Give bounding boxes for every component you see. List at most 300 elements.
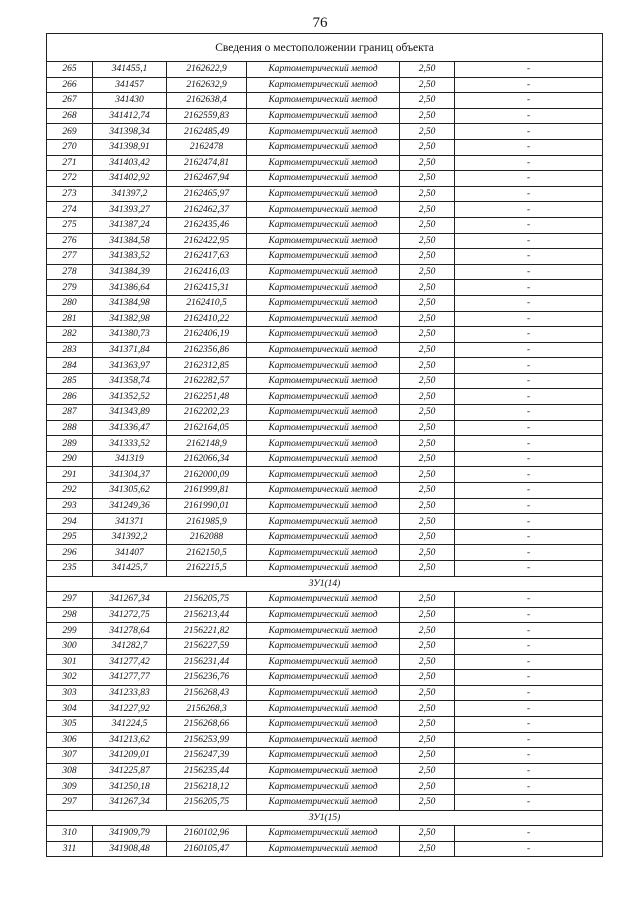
point-number-cell: 283 — [47, 342, 93, 358]
y-coordinate-cell: 2161990,01 — [167, 498, 247, 514]
table-row — [47, 124, 603, 140]
description-cell: - — [455, 514, 603, 530]
x-coordinate-cell: 341398,34 — [93, 124, 167, 140]
accuracy-cell: 2,50 — [400, 545, 455, 561]
method-cell: Картометрический метод — [247, 763, 400, 779]
y-coordinate-cell: 2162416,03 — [167, 264, 247, 280]
y-coordinate-cell: 2162467,94 — [167, 171, 247, 187]
y-coordinate-cell: 2162215,5 — [167, 561, 247, 577]
point-number-cell: 278 — [47, 264, 93, 280]
y-coordinate-cell: 2156236,76 — [167, 670, 247, 686]
x-coordinate-cell: 341909,79 — [93, 826, 167, 842]
description-cell: - — [455, 529, 603, 545]
y-coordinate-cell: 2156268,43 — [167, 685, 247, 701]
table-row — [47, 779, 603, 795]
accuracy-cell: 2,50 — [400, 280, 455, 296]
point-number-cell: 297 — [47, 592, 93, 608]
x-coordinate-cell: 341352,52 — [93, 389, 167, 405]
method-cell: Картометрический метод — [247, 186, 400, 202]
accuracy-cell: 2,50 — [400, 373, 455, 389]
x-coordinate-cell: 341333,52 — [93, 436, 167, 452]
accuracy-cell: 2,50 — [400, 358, 455, 374]
table-row — [47, 716, 603, 732]
table-row — [47, 670, 603, 686]
description-cell: - — [455, 623, 603, 639]
x-coordinate-cell: 341457 — [93, 77, 167, 93]
description-cell: - — [455, 467, 603, 483]
table-row — [47, 62, 603, 78]
accuracy-cell: 2,50 — [400, 763, 455, 779]
description-cell: - — [455, 264, 603, 280]
accuracy-cell: 2,50 — [400, 233, 455, 249]
accuracy-cell: 2,50 — [400, 623, 455, 639]
point-number-cell: 306 — [47, 732, 93, 748]
description-cell: - — [455, 233, 603, 249]
table-row — [47, 451, 603, 467]
y-coordinate-cell: 2162485,49 — [167, 124, 247, 140]
y-coordinate-cell: 2160105,47 — [167, 841, 247, 857]
x-coordinate-cell: 341343,89 — [93, 405, 167, 421]
description-cell: - — [455, 249, 603, 265]
method-cell: Картометрический метод — [247, 77, 400, 93]
accuracy-cell: 2,50 — [400, 155, 455, 171]
accuracy-cell: 2,50 — [400, 171, 455, 187]
x-coordinate-cell: 341403,42 — [93, 155, 167, 171]
x-coordinate-cell: 341382,98 — [93, 311, 167, 327]
boundary-coordinates-table — [46, 33, 603, 857]
x-coordinate-cell: 341430 — [93, 93, 167, 109]
point-number-cell: 284 — [47, 358, 93, 374]
description-cell: - — [455, 685, 603, 701]
description-cell: - — [455, 607, 603, 623]
point-number-cell: 302 — [47, 670, 93, 686]
description-cell: - — [455, 280, 603, 296]
point-number-cell: 235 — [47, 561, 93, 577]
description-cell: - — [455, 139, 603, 155]
description-cell: - — [455, 405, 603, 421]
section-header-row — [47, 576, 603, 592]
y-coordinate-cell: 2162406,19 — [167, 327, 247, 343]
method-cell: Картометрический метод — [247, 623, 400, 639]
method-cell: Картометрический метод — [247, 607, 400, 623]
description-cell: - — [455, 202, 603, 218]
table-row — [47, 311, 603, 327]
x-coordinate-cell: 341455,1 — [93, 62, 167, 78]
y-coordinate-cell: 2160102,96 — [167, 826, 247, 842]
method-cell: Картометрический метод — [247, 389, 400, 405]
method-cell: Картометрический метод — [247, 514, 400, 530]
description-cell: - — [455, 794, 603, 810]
point-number-cell: 289 — [47, 436, 93, 452]
point-number-cell: 272 — [47, 171, 93, 187]
method-cell: Картометрический метод — [247, 264, 400, 280]
point-number-cell: 268 — [47, 108, 93, 124]
description-cell: - — [455, 732, 603, 748]
description-cell: - — [455, 389, 603, 405]
table-row — [47, 701, 603, 717]
description-cell: - — [455, 716, 603, 732]
table-row — [47, 249, 603, 265]
accuracy-cell: 2,50 — [400, 732, 455, 748]
description-cell: - — [455, 77, 603, 93]
accuracy-cell: 2,50 — [400, 654, 455, 670]
description-cell: - — [455, 670, 603, 686]
method-cell: Картометрический метод — [247, 654, 400, 670]
point-number-cell: 274 — [47, 202, 93, 218]
description-cell: - — [455, 638, 603, 654]
point-number-cell: 286 — [47, 389, 93, 405]
description-cell: - — [455, 217, 603, 233]
method-cell: Картометрический метод — [247, 529, 400, 545]
table-row — [47, 826, 603, 842]
y-coordinate-cell: 2162478 — [167, 139, 247, 155]
point-number-cell: 269 — [47, 124, 93, 140]
point-number-cell: 303 — [47, 685, 93, 701]
table-row — [47, 685, 603, 701]
point-number-cell: 298 — [47, 607, 93, 623]
point-number-cell: 277 — [47, 249, 93, 265]
accuracy-cell: 2,50 — [400, 748, 455, 764]
y-coordinate-cell: 2156213,44 — [167, 607, 247, 623]
y-coordinate-cell: 2156205,75 — [167, 794, 247, 810]
x-coordinate-cell: 341213,62 — [93, 732, 167, 748]
y-coordinate-cell: 2156227,59 — [167, 638, 247, 654]
accuracy-cell: 2,50 — [400, 249, 455, 265]
description-cell: - — [455, 436, 603, 452]
y-coordinate-cell: 2162164,05 — [167, 420, 247, 436]
x-coordinate-cell: 341380,73 — [93, 327, 167, 343]
table-row — [47, 171, 603, 187]
method-cell: Картометрический метод — [247, 420, 400, 436]
table-row — [47, 264, 603, 280]
description-cell: - — [455, 373, 603, 389]
x-coordinate-cell: 341267,34 — [93, 592, 167, 608]
x-coordinate-cell: 341425,7 — [93, 561, 167, 577]
table-row — [47, 748, 603, 764]
table-row — [47, 389, 603, 405]
method-cell: Картометрический метод — [247, 483, 400, 499]
table-row — [47, 638, 603, 654]
point-number-cell: 265 — [47, 62, 93, 78]
method-cell: Картометрический метод — [247, 217, 400, 233]
accuracy-cell: 2,50 — [400, 327, 455, 343]
table-row — [47, 763, 603, 779]
table-row — [47, 841, 603, 857]
table-row — [47, 467, 603, 483]
method-cell: Картометрический метод — [247, 202, 400, 218]
x-coordinate-cell: 341224,5 — [93, 716, 167, 732]
y-coordinate-cell: 2162415,31 — [167, 280, 247, 296]
method-cell: Картометрический метод — [247, 249, 400, 265]
table-row — [47, 280, 603, 296]
point-number-cell: 271 — [47, 155, 93, 171]
table-row — [47, 108, 603, 124]
point-number-cell: 276 — [47, 233, 93, 249]
y-coordinate-cell: 2162622,9 — [167, 62, 247, 78]
method-cell: Картометрический метод — [247, 685, 400, 701]
point-number-cell: 290 — [47, 451, 93, 467]
x-coordinate-cell: 341383,52 — [93, 249, 167, 265]
point-number-cell: 281 — [47, 311, 93, 327]
y-coordinate-cell: 2156231,44 — [167, 654, 247, 670]
table-row — [47, 545, 603, 561]
point-number-cell: 304 — [47, 701, 93, 717]
accuracy-cell: 2,50 — [400, 264, 455, 280]
method-cell: Картометрический метод — [247, 716, 400, 732]
accuracy-cell: 2,50 — [400, 592, 455, 608]
point-number-cell: 299 — [47, 623, 93, 639]
x-coordinate-cell: 341384,58 — [93, 233, 167, 249]
y-coordinate-cell: 2162462,37 — [167, 202, 247, 218]
description-cell: - — [455, 124, 603, 140]
accuracy-cell: 2,50 — [400, 701, 455, 717]
description-cell: - — [455, 779, 603, 795]
x-coordinate-cell: 341209,01 — [93, 748, 167, 764]
accuracy-cell: 2,50 — [400, 389, 455, 405]
table-row — [47, 498, 603, 514]
x-coordinate-cell: 341277,77 — [93, 670, 167, 686]
method-cell: Картометрический метод — [247, 124, 400, 140]
method-cell: Картометрический метод — [247, 358, 400, 374]
accuracy-cell: 2,50 — [400, 607, 455, 623]
description-cell: - — [455, 561, 603, 577]
description-cell: - — [455, 545, 603, 561]
accuracy-cell: 2,50 — [400, 124, 455, 140]
accuracy-cell: 2,50 — [400, 685, 455, 701]
x-coordinate-cell: 341336,47 — [93, 420, 167, 436]
x-coordinate-cell: 341387,24 — [93, 217, 167, 233]
point-number-cell: 305 — [47, 716, 93, 732]
x-coordinate-cell: 341363,97 — [93, 358, 167, 374]
y-coordinate-cell: 2162465,97 — [167, 186, 247, 202]
method-cell: Картометрический метод — [247, 451, 400, 467]
method-cell: Картометрический метод — [247, 732, 400, 748]
y-coordinate-cell: 2162422,95 — [167, 233, 247, 249]
accuracy-cell: 2,50 — [400, 420, 455, 436]
x-coordinate-cell: 341393,27 — [93, 202, 167, 218]
x-coordinate-cell: 341277,42 — [93, 654, 167, 670]
y-coordinate-cell: 2156253,99 — [167, 732, 247, 748]
point-number-cell: 287 — [47, 405, 93, 421]
y-coordinate-cell: 2156221,82 — [167, 623, 247, 639]
accuracy-cell: 2,50 — [400, 467, 455, 483]
y-coordinate-cell: 2162435,46 — [167, 217, 247, 233]
accuracy-cell: 2,50 — [400, 342, 455, 358]
x-coordinate-cell: 341272,75 — [93, 607, 167, 623]
method-cell: Картометрический метод — [247, 108, 400, 124]
method-cell: Картометрический метод — [247, 638, 400, 654]
table-row — [47, 654, 603, 670]
y-coordinate-cell: 2156218,12 — [167, 779, 247, 795]
table-row — [47, 373, 603, 389]
table-row — [47, 607, 603, 623]
accuracy-cell: 2,50 — [400, 93, 455, 109]
description-cell: - — [455, 841, 603, 857]
x-coordinate-cell: 341371 — [93, 514, 167, 530]
method-cell: Картометрический метод — [247, 233, 400, 249]
description-cell: - — [455, 451, 603, 467]
x-coordinate-cell: 341250,18 — [93, 779, 167, 795]
method-cell: Картометрический метод — [247, 62, 400, 78]
y-coordinate-cell: 2162150,5 — [167, 545, 247, 561]
table-row — [47, 186, 603, 202]
y-coordinate-cell: 2162312,85 — [167, 358, 247, 374]
point-number-cell: 280 — [47, 295, 93, 311]
accuracy-cell: 2,50 — [400, 498, 455, 514]
point-number-cell: 275 — [47, 217, 93, 233]
table-row — [47, 405, 603, 421]
description-cell: - — [455, 826, 603, 842]
x-coordinate-cell: 341402,92 — [93, 171, 167, 187]
accuracy-cell: 2,50 — [400, 638, 455, 654]
table-row — [47, 77, 603, 93]
point-number-cell: 295 — [47, 529, 93, 545]
method-cell: Картометрический метод — [247, 295, 400, 311]
point-number-cell: 279 — [47, 280, 93, 296]
table-row — [47, 202, 603, 218]
method-cell: Картометрический метод — [247, 327, 400, 343]
table-row — [47, 794, 603, 810]
table-row — [47, 93, 603, 109]
method-cell: Картометрический метод — [247, 342, 400, 358]
accuracy-cell: 2,50 — [400, 779, 455, 795]
method-cell: Картометрический метод — [247, 155, 400, 171]
accuracy-cell: 2,50 — [400, 436, 455, 452]
point-number-cell: 307 — [47, 748, 93, 764]
accuracy-cell: 2,50 — [400, 514, 455, 530]
section-header-row — [47, 810, 603, 826]
y-coordinate-cell: 2162066,34 — [167, 451, 247, 467]
method-cell: Картометрический метод — [247, 436, 400, 452]
x-coordinate-cell: 341908,48 — [93, 841, 167, 857]
y-coordinate-cell: 2161999,81 — [167, 483, 247, 499]
y-coordinate-cell: 2162356,86 — [167, 342, 247, 358]
method-cell: Картометрический метод — [247, 405, 400, 421]
point-number-cell: 267 — [47, 93, 93, 109]
table-row — [47, 529, 603, 545]
point-number-cell: 270 — [47, 139, 93, 155]
y-coordinate-cell: 2156205,75 — [167, 592, 247, 608]
y-coordinate-cell: 2162474,81 — [167, 155, 247, 171]
x-coordinate-cell: 341412,74 — [93, 108, 167, 124]
description-cell: - — [455, 155, 603, 171]
x-coordinate-cell: 341267,34 — [93, 794, 167, 810]
table-row — [47, 623, 603, 639]
y-coordinate-cell: 2162282,57 — [167, 373, 247, 389]
x-coordinate-cell: 341407 — [93, 545, 167, 561]
description-cell: - — [455, 763, 603, 779]
point-number-cell: 293 — [47, 498, 93, 514]
y-coordinate-cell: 2162410,5 — [167, 295, 247, 311]
table-row — [47, 342, 603, 358]
description-cell: - — [455, 295, 603, 311]
method-cell: Картометрический метод — [247, 826, 400, 842]
description-cell: - — [455, 62, 603, 78]
description-cell: - — [455, 108, 603, 124]
point-number-cell: 297 — [47, 794, 93, 810]
x-coordinate-cell: 341225,87 — [93, 763, 167, 779]
accuracy-cell: 2,50 — [400, 670, 455, 686]
method-cell: Картометрический метод — [247, 592, 400, 608]
table-row — [47, 358, 603, 374]
method-cell: Картометрический метод — [247, 701, 400, 717]
description-cell: - — [455, 748, 603, 764]
point-number-cell: 301 — [47, 654, 93, 670]
point-number-cell: 294 — [47, 514, 93, 530]
method-cell: Картометрический метод — [247, 467, 400, 483]
method-cell: Картометрический метод — [247, 139, 400, 155]
point-number-cell: 308 — [47, 763, 93, 779]
description-cell: - — [455, 420, 603, 436]
accuracy-cell: 2,50 — [400, 186, 455, 202]
x-coordinate-cell: 341384,98 — [93, 295, 167, 311]
x-coordinate-cell: 341384,39 — [93, 264, 167, 280]
accuracy-cell: 2,50 — [400, 716, 455, 732]
table-row — [47, 155, 603, 171]
method-cell: Картометрический метод — [247, 280, 400, 296]
description-cell: - — [455, 592, 603, 608]
method-cell: Картометрический метод — [247, 841, 400, 857]
description-cell: - — [455, 93, 603, 109]
method-cell: Картометрический метод — [247, 545, 400, 561]
accuracy-cell: 2,50 — [400, 405, 455, 421]
table-row — [47, 327, 603, 343]
table-row — [47, 436, 603, 452]
y-coordinate-cell: 2156247,39 — [167, 748, 247, 764]
description-cell: - — [455, 701, 603, 717]
x-coordinate-cell: 341319 — [93, 451, 167, 467]
table-title-row — [47, 34, 603, 62]
description-cell: - — [455, 342, 603, 358]
x-coordinate-cell: 341249,36 — [93, 498, 167, 514]
table-row — [47, 139, 603, 155]
y-coordinate-cell: 2162638,4 — [167, 93, 247, 109]
point-number-cell: 266 — [47, 77, 93, 93]
x-coordinate-cell: 341392,2 — [93, 529, 167, 545]
point-number-cell: 273 — [47, 186, 93, 202]
accuracy-cell: 2,50 — [400, 295, 455, 311]
y-coordinate-cell: 2162410,22 — [167, 311, 247, 327]
y-coordinate-cell: 2162202,23 — [167, 405, 247, 421]
description-cell: - — [455, 186, 603, 202]
x-coordinate-cell: 341386,64 — [93, 280, 167, 296]
accuracy-cell: 2,50 — [400, 841, 455, 857]
method-cell: Картометрический метод — [247, 779, 400, 795]
x-coordinate-cell: 341278,64 — [93, 623, 167, 639]
x-coordinate-cell: 341304,37 — [93, 467, 167, 483]
accuracy-cell: 2,50 — [400, 217, 455, 233]
method-cell: Картометрический метод — [247, 373, 400, 389]
accuracy-cell: 2,50 — [400, 311, 455, 327]
y-coordinate-cell: 2161985,9 — [167, 514, 247, 530]
x-coordinate-cell: 341305,62 — [93, 483, 167, 499]
method-cell: Картометрический метод — [247, 93, 400, 109]
point-number-cell: 311 — [47, 841, 93, 857]
y-coordinate-cell: 2162632,9 — [167, 77, 247, 93]
accuracy-cell: 2,50 — [400, 483, 455, 499]
x-coordinate-cell: 341282,7 — [93, 638, 167, 654]
accuracy-cell: 2,50 — [400, 108, 455, 124]
description-cell: - — [455, 483, 603, 499]
table-row — [47, 420, 603, 436]
description-cell: - — [455, 311, 603, 327]
point-number-cell: 288 — [47, 420, 93, 436]
table-row — [47, 217, 603, 233]
page-number: 76 — [312, 15, 328, 31]
description-cell: - — [455, 358, 603, 374]
method-cell: Картометрический метод — [247, 171, 400, 187]
section-title: ЗУ1(15) — [47, 810, 603, 826]
